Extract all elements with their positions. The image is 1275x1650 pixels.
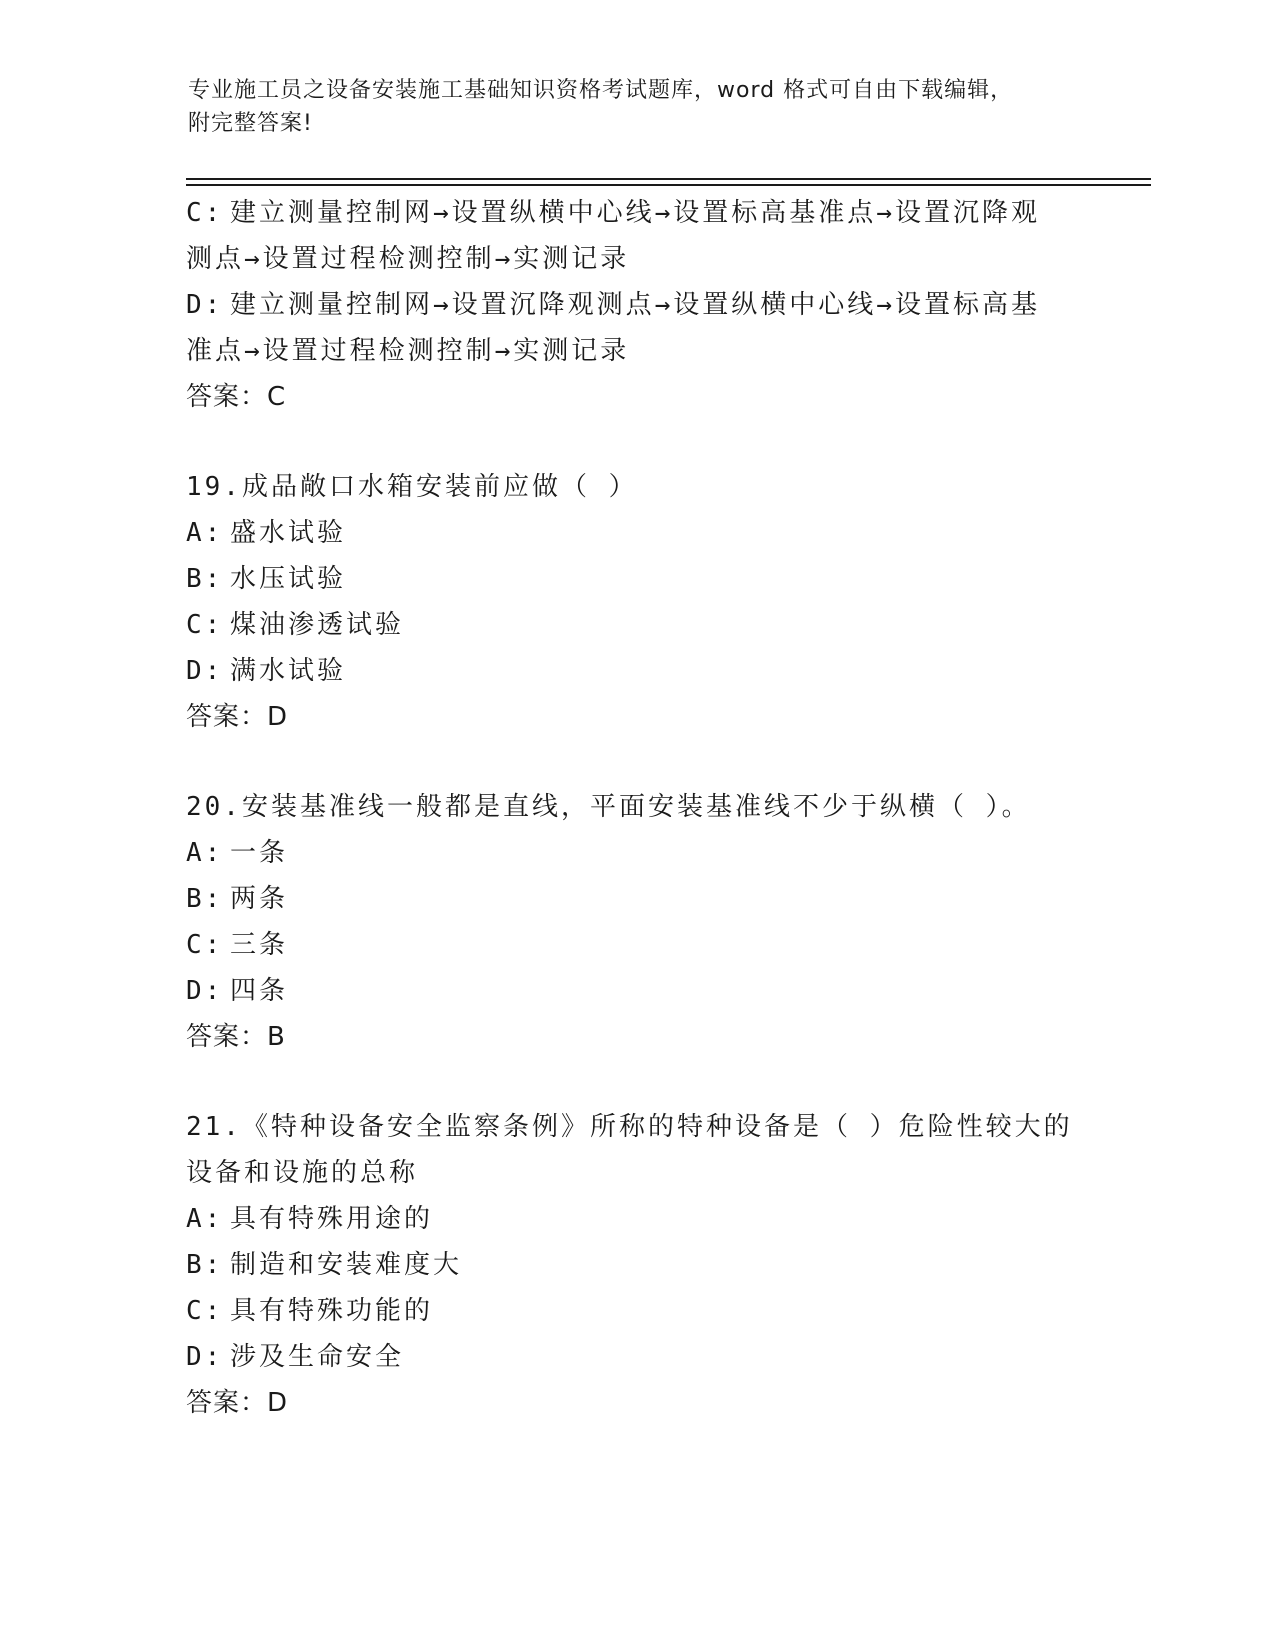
option-text: 建立测量控制网→设置沉降观测点→设置纵横中心线→设置标高基 bbox=[230, 290, 1040, 320]
question-list bbox=[186, 190, 1086, 1426]
option-key: B: bbox=[186, 1250, 224, 1280]
option-c bbox=[186, 190, 1086, 236]
option-key: B: bbox=[186, 884, 224, 914]
option-key: C: bbox=[186, 1296, 224, 1326]
option-text: 制造和安装难度大 bbox=[230, 1250, 463, 1280]
option-key: C: bbox=[186, 930, 224, 960]
option-text: 盛水试验 bbox=[230, 518, 347, 548]
header-divider-bottom bbox=[186, 184, 1151, 186]
spacer bbox=[186, 420, 1086, 464]
option-key: C: bbox=[186, 610, 224, 640]
option-key: A: bbox=[186, 838, 224, 868]
question-stem: 20.安装基准线一般都是直线，平面安装基准线不少于纵横（ ）。 bbox=[186, 792, 1031, 822]
option-text: 一条 bbox=[230, 838, 289, 868]
option-text: 具有特殊用途的 bbox=[230, 1204, 434, 1234]
header-line-1: 专业施工员之设备安装施工基础知识资格考试题库，word 格式可自由下载编辑， bbox=[188, 78, 1014, 103]
option-c bbox=[186, 1288, 1086, 1334]
option-text: 三条 bbox=[230, 930, 289, 960]
option-d bbox=[186, 282, 1086, 328]
option-b bbox=[186, 556, 1086, 602]
option-b bbox=[186, 1242, 1086, 1288]
option-c bbox=[186, 602, 1086, 648]
option-c bbox=[186, 922, 1086, 968]
option-key: D: bbox=[186, 290, 224, 320]
spacer bbox=[186, 740, 1086, 784]
question-19 bbox=[186, 464, 1086, 740]
option-text: 水压试验 bbox=[230, 564, 347, 594]
option-a bbox=[186, 830, 1086, 876]
option-key: A: bbox=[186, 518, 224, 548]
header-divider-top bbox=[186, 178, 1151, 180]
option-text: 具有特殊功能的 bbox=[230, 1296, 434, 1326]
option-b bbox=[186, 876, 1086, 922]
question-21 bbox=[186, 1104, 1086, 1426]
option-text: 煤油渗透试验 bbox=[230, 610, 405, 640]
option-key: D: bbox=[186, 656, 224, 686]
option-key: D: bbox=[186, 1342, 224, 1372]
option-key: A: bbox=[186, 1204, 224, 1234]
question-stem: 19.成品敞口水箱安装前应做（ ） bbox=[186, 472, 638, 502]
answer: 答案：D bbox=[186, 702, 289, 732]
option-d bbox=[186, 648, 1086, 694]
answer: 答案：D bbox=[186, 1388, 289, 1418]
option-d bbox=[186, 968, 1086, 1014]
question-18 bbox=[186, 190, 1086, 420]
answer: 答案：C bbox=[186, 382, 287, 412]
option-text: 满水试验 bbox=[230, 656, 347, 686]
question-20 bbox=[186, 784, 1086, 1060]
question-stem: 21.《特种设备安全监察条例》所称的特种设备是（ ）危险性较大的 bbox=[186, 1112, 1073, 1142]
answer: 答案：B bbox=[186, 1022, 286, 1052]
option-key: B: bbox=[186, 564, 224, 594]
option-key: C: bbox=[186, 198, 224, 228]
option-key: D: bbox=[186, 976, 224, 1006]
option-c-continuation: 测点→设置过程检测控制→实测记录 bbox=[186, 244, 630, 274]
option-d bbox=[186, 1334, 1086, 1380]
option-d-continuation: 准点→设置过程检测控制→实测记录 bbox=[186, 336, 630, 366]
option-text: 建立测量控制网→设置纵横中心线→设置标高基准点→设置沉降观 bbox=[230, 198, 1040, 228]
question-stem-continuation: 设备和设施的总称 bbox=[186, 1158, 419, 1188]
option-text: 涉及生命安全 bbox=[230, 1342, 405, 1372]
spacer bbox=[186, 1060, 1086, 1104]
header-line-2: 附完整答案! bbox=[188, 111, 313, 136]
option-text: 四条 bbox=[230, 976, 289, 1006]
document-header bbox=[188, 74, 1068, 140]
option-a bbox=[186, 1196, 1086, 1242]
option-a bbox=[186, 510, 1086, 556]
option-text: 两条 bbox=[230, 884, 289, 914]
